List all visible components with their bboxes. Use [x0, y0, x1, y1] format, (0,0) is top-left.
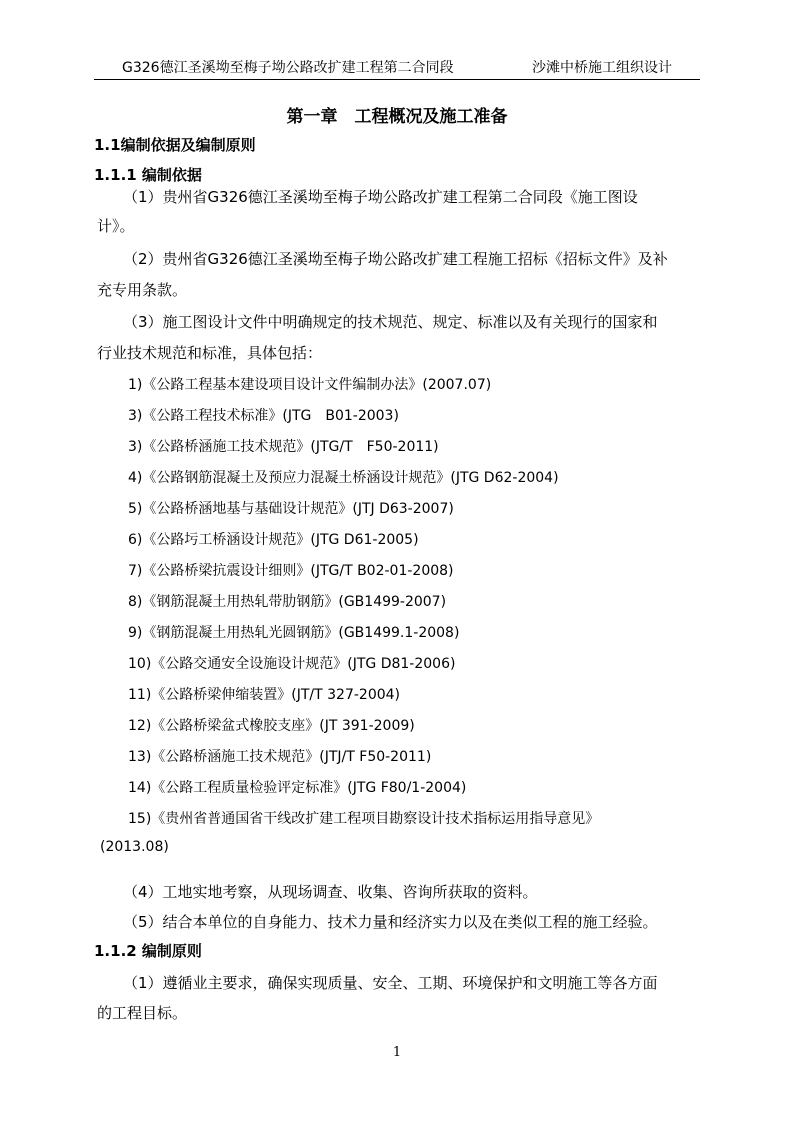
reference-item: 7)《公路桥梁抗震设计细则》(JTG/T B02-01-2008) [128, 563, 454, 579]
paragraph-6-line-1: （1）遵循业主要求，确保实现质量、安全、工期、环境保护和文明施工等各方面 [123, 974, 658, 992]
reference-item: 6)《公路圬工桥涵设计规范》(JTG D61-2005) [128, 532, 419, 548]
reference-item: 3)《公路工程技术标准》(JTG B01-2003) [128, 408, 399, 424]
reference-item: 4)《公路钢筋混凝土及预应力混凝土桥涵设计规范》(JTG D62-2004) [128, 470, 559, 486]
paragraph-3-line-1: （3）施工图设计文件中明确规定的技术规范、规定、标准以及有关现行的国家和 [123, 313, 658, 331]
paragraph-5: （5）结合本单位的自身能力、技术力量和经济实力以及在类似工程的施工经验。 [123, 913, 658, 931]
paragraph-1-line-1: （1）贵州省G326德江圣溪坳至梅子坳公路改扩建工程第二合同段《施工图设 [123, 188, 638, 206]
reference-item: 1)《公路工程基本建设项目设计文件编制办法》(2007.07) [128, 377, 492, 393]
reference-item: 10)《公路交通安全设施设计规范》(JTG D81-2006) [128, 656, 456, 672]
page-header [94, 57, 700, 80]
page-number: 1 [392, 1045, 402, 1060]
reference-item: 3)《公路桥涵施工技术规范》(JTG/T F50-2011) [128, 439, 439, 455]
header-project-name: G326德江圣溪坳至梅子坳公路改扩建工程第二合同段 [122, 60, 454, 76]
paragraph-6-line-2: 的工程目标。 [97, 1004, 188, 1022]
reference-item: 11)《公路桥梁伸缩装置》(JT/T 327-2004) [128, 687, 401, 703]
paragraph-1-line-2: 计》。 [97, 217, 135, 235]
paragraph-4: （4）工地实地考察，从现场调查、收集、咨询所获取的资料。 [123, 883, 538, 901]
header-document-name: 沙滩中桥施工组织设计 [532, 60, 672, 76]
paragraph-2-line-2: 充专用条款。 [97, 281, 188, 299]
reference-item: 14)《公路工程质量检验评定标准》(JTG F80/1-2004) [128, 780, 467, 796]
reference-item-continuation: (2013.08) [100, 839, 169, 855]
reference-item: 13)《公路桥涵施工技术规范》(JTJ/T F50-2011) [128, 749, 432, 765]
reference-item: 5)《公路桥涵地基与基础设计规范》(JTJ D63-2007) [128, 501, 454, 517]
reference-item: 15)《贵州省普通国省干线改扩建工程项目勘察设计技术指标运用指导意见》 [128, 811, 600, 827]
reference-item: 8)《钢筋混凝土用热轧带肋钢筋》(GB1499-2007) [128, 594, 447, 610]
reference-item: 12)《公路桥梁盆式橡胶支座》(JT 391-2009) [128, 718, 415, 734]
reference-item: 9)《钢筋混凝土用热轧光圆钢筋》(GB1499.1-2008) [128, 625, 460, 641]
section-heading-1-1-2: 1.1.2 编制原则 [94, 942, 202, 960]
chapter-title: 第一章 工程概况及施工准备 [286, 107, 508, 127]
paragraph-2-line-1: （2）贵州省G326德江圣溪坳至梅子坳公路改扩建工程施工招标《招标文件》及补 [123, 250, 668, 268]
paragraph-3-line-2: 行业技术规范和标准，具体包括： [97, 344, 323, 362]
section-heading-1-1-1: 1.1.1 编制依据 [94, 166, 202, 184]
section-heading-1-1: 1.1编制依据及编制原则 [94, 136, 256, 154]
